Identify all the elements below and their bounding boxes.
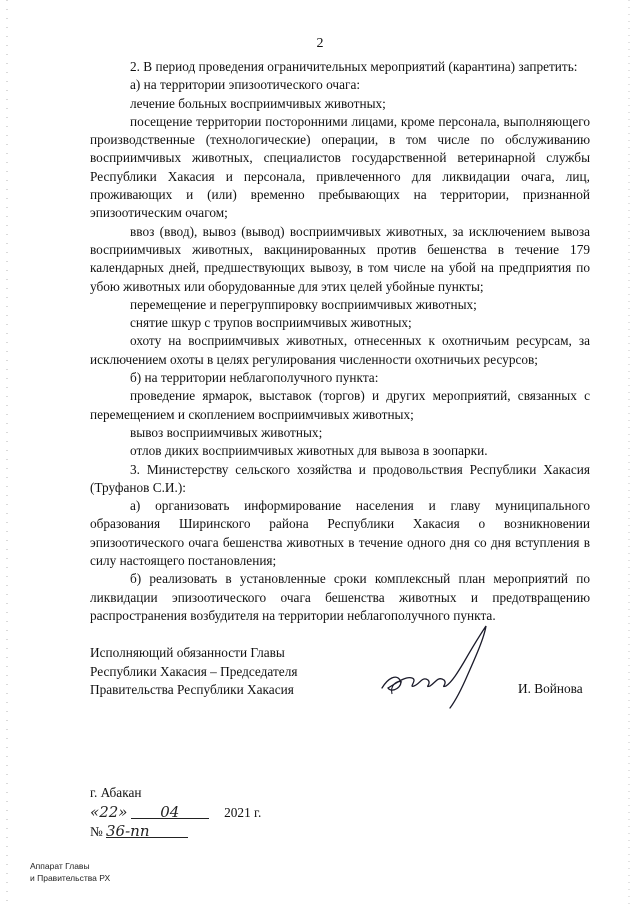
date-day: 22	[99, 803, 119, 821]
handwritten-signature	[378, 622, 490, 712]
paragraph-informing: а) организовать информирование населения и главу муниципального образования Ширинского района Республики Хакасия о возникновении эпизоотического очага бешенства животных в течение одного дня со дня вступления в силу настоящего постановления;	[90, 498, 590, 569]
paragraph-import-export: ввоз (ввод), вывоз (вывод) восприимчивых животных, за исключением вывоза восприимчивых животных, вакцинированных против бешенства в течение 179 календарных дней, предшествующих вывозу, в том числе на убой на предприятия по убою животных или оборудованные для этих целей убойные пункты;	[90, 223, 590, 294]
page-number: 2	[316, 36, 324, 51]
paragraph-fairs: проведение ярмарок, выставок (торгов) и других мероприятий, связанных с перемещением и скоплением восприимчивых животных;	[90, 388, 590, 422]
date-open-quote: «	[90, 803, 100, 821]
number-label: №	[90, 824, 103, 839]
paragraph-regrouping: перемещение и перегруппировку восприимчивых животных;	[130, 296, 477, 312]
paragraph-skinning: снятие шкур с трупов восприимчивых животных;	[130, 315, 412, 331]
paragraph-subitem-b: б) на территории неблагополучного пункта:	[130, 370, 379, 386]
signatory-title	[90, 644, 297, 700]
stamp-label	[30, 860, 110, 884]
stamp-line: и Правительства РХ	[30, 873, 111, 883]
place-of-signing: г. Абакан	[90, 785, 142, 800]
paragraph-capture: отлов диких восприимчивых животных для вывоза в зоопарки.	[130, 443, 488, 459]
paragraph-treatment: лечение больных восприимчивых животных;	[130, 95, 386, 111]
number-line	[106, 822, 188, 838]
date-month: 04	[160, 803, 180, 821]
date-close-quote: »	[118, 803, 128, 821]
paragraph-item-2: 2. В период проведения ограничительных мероприятий (карантина) запретить:	[130, 59, 578, 74]
document-date	[90, 803, 261, 821]
paragraph-visits: посещение территории посторонними лицами, кроме персонала, выполняющего производственные (технологические) операции, в том числе по обслуживанию восприимчивых животных, специалистов государственной ветеринарной службы Республики Хакасия и персонала, привлеченного для ликвидации очага, лиц, проживающих и (или) временно пребывающих на территории, признанной эпизоотическим очагом;	[90, 113, 590, 221]
signatory-name: И. Войнова	[518, 681, 583, 696]
date-month-line	[131, 803, 209, 819]
signatory-title-line: Правительства Республики Хакасия	[90, 682, 294, 698]
document-number	[90, 822, 188, 840]
number-value: 36-пп	[106, 822, 150, 840]
paragraph-hunting: охоту на восприимчивых животных, отнесенных к охотничьим ресурсам, за исключением охоты в целях регулирования численности охотничьих ресурсов;	[90, 333, 590, 367]
paragraph-item-3: 3. Министерству сельского хозяйства и продовольствия Республики Хакасия (Труфанов С.И.):	[90, 461, 590, 495]
scan-edge-left	[6, 0, 8, 905]
paragraph-plan: б) реализовать в установленные сроки комплексный план мероприятий по ликвидации эпизоотического очага бешенства животных и предотвращению распространения возбудителя на территории неблагополучного пункта.	[90, 571, 590, 623]
document-body	[90, 58, 590, 625]
signatory-title-line: Исполняющий обязанности Главы	[90, 645, 285, 660]
paragraph-subitem-a: а) на территории эпизоотического очага:	[130, 77, 361, 93]
scan-edge-right	[628, 0, 630, 905]
date-year: 2021 г.	[224, 805, 262, 820]
signatory-title-line: Республики Хакасия – Председателя	[90, 663, 298, 679]
paragraph-export: вывоз восприимчивых животных;	[130, 424, 323, 440]
stamp-line: Аппарат Главы	[30, 861, 90, 871]
